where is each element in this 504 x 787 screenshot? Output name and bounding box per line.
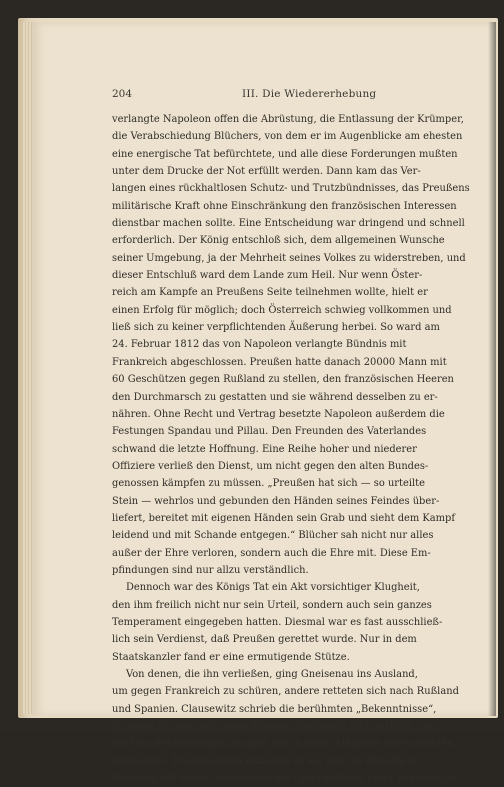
text-line: den Durchmarsch zu gestatten und sie während desselben zu er- [112, 391, 438, 403]
paragraph-start-line: Von denen, die ihn verließen, ging Gneisenau ins Ausland, [126, 669, 418, 680]
text-line: 60 Geschützen gegen Rußland zu stellen, den französischen Heeren [112, 374, 454, 386]
text-line: dieser Entschluß ward dem Lande zum Heil. Nur wenn Öster- [112, 270, 423, 282]
text-line: Offiziere verließ den Dienst, um nicht gegen den alten Bundes- [112, 460, 429, 472]
text-line: eine energische Tat befürchtete, und alle diese Forderungen mußten [112, 148, 458, 160]
text-line: pfindungen sind nur allzu verständlich. [112, 564, 309, 576]
text-line: Staatskanzler fand er eine ermutigende Stütze. [112, 651, 350, 663]
page-header [112, 88, 432, 104]
page-number: 204 [112, 88, 133, 100]
text-line: einen Erfolg für möglich; doch Österreich schwieg vollkommen und [112, 304, 452, 316]
paragraph-start-line: Dennoch war des Königs Tat ein Akt vorsichtiger Klugheit, [126, 582, 420, 594]
running-head: III. Die Wiedererhebung [242, 88, 377, 100]
text-line: schwand die letzte Hoffnung. Eine Reihe hoher und niederer [112, 443, 417, 455]
text-line: lich sein Verdienst, daß Preußen gerettet wurde. Nur in dem [112, 634, 417, 646]
text-line: unter dem Drucke der Not erfüllt werden. Dann kam das Ver- [112, 166, 421, 178]
text-line: um gegen Frankreich zu schüren, andere retteten sich nach Rußland [112, 686, 459, 698]
text-line: genossen kämpfen zu müssen. „Preußen hat sich — so urteilte [112, 478, 425, 490]
text-line: dienstbar machen sollte. Eine Entscheidung war dringend und schnell [112, 218, 465, 230]
text-line: Meinung mit wenig Ausnahmen die Unterwerfung unter Frankreichs [112, 773, 458, 785]
text-line: die Verabschiedung Blüchers, von dem er im Augenblicke am ehesten [112, 131, 463, 143]
text-line: Idealismus. Unumwunden erkannte er an, daß die öffentliche [112, 755, 420, 767]
text-line: reich am Kampfe an Preußens Seite teilnehmen wollte, hielt er [112, 287, 428, 299]
text-line: Temperament eingegeben hatten. Diesmal war es fast ausschließ- [112, 616, 443, 628]
body-text [112, 111, 470, 787]
text-line: militärische Kraft ohne Einschränkung den französischen Interessen [112, 200, 457, 212]
text-line: außer der Ehre verloren, sondern auch die Ehre mit. Diese Em- [112, 547, 431, 559]
text-line: verlangte Napoleon offen die Abrüstung, die Entlassung der Krümper, [112, 114, 464, 125]
page-edge [22, 22, 32, 714]
text-line: ließ sich zu keiner verpflichtenden Äußerung herbei. So ward am [112, 322, 440, 334]
binding-shadow [488, 22, 496, 716]
text-line: seiner Umgebung, ja der Mehrheit seines Volkes zu widerstreben, und [112, 252, 466, 264]
text-line: liefert, bereitet mit eigenen Händen sein Grab und sieht dem Kampf [112, 512, 455, 524]
text-line: langen eines rückhaltlosen Schutz- und Trutzbündnisses, das Preußens [112, 183, 470, 195]
text-line: den ihm freilich nicht nur sein Urteil, sondern auch sein ganzes [112, 599, 432, 611]
text-line: sind ein denkwürdiges Zeugnis des in jenen Männern herrschenden [112, 738, 454, 750]
text-line: nähren. Ohne Recht und Vertrag besetzte Napoleon außerdem die [112, 408, 445, 420]
text-line: erforderlich. Der König entschloß sich, dem allgemeinen Wunsche [112, 235, 445, 247]
text-line: und Spanien. Clausewitz schrieb die berühmten „Bekenntnisse“, [112, 703, 437, 715]
text-line: Festungen Spandau und Pillau. Den Freunden des Vaterlandes [112, 426, 427, 438]
text-line: Frankreich abgeschlossen. Preußen hatte danach 20000 Mann mit [112, 356, 447, 368]
text-line: in denen er sein und seiner Freunde Verhalten rechtfertigte. Sie [112, 721, 436, 733]
text-line: 24. Februar 1812 das von Napoleon verlangte Bündnis mit [112, 339, 407, 351]
text-line: leidend und mit Schande entgegen.“ Blücher sah nicht nur alles [112, 530, 434, 542]
text-line: Stein — wehrlos und gebunden den Händen seines Feindes über- [112, 495, 440, 507]
